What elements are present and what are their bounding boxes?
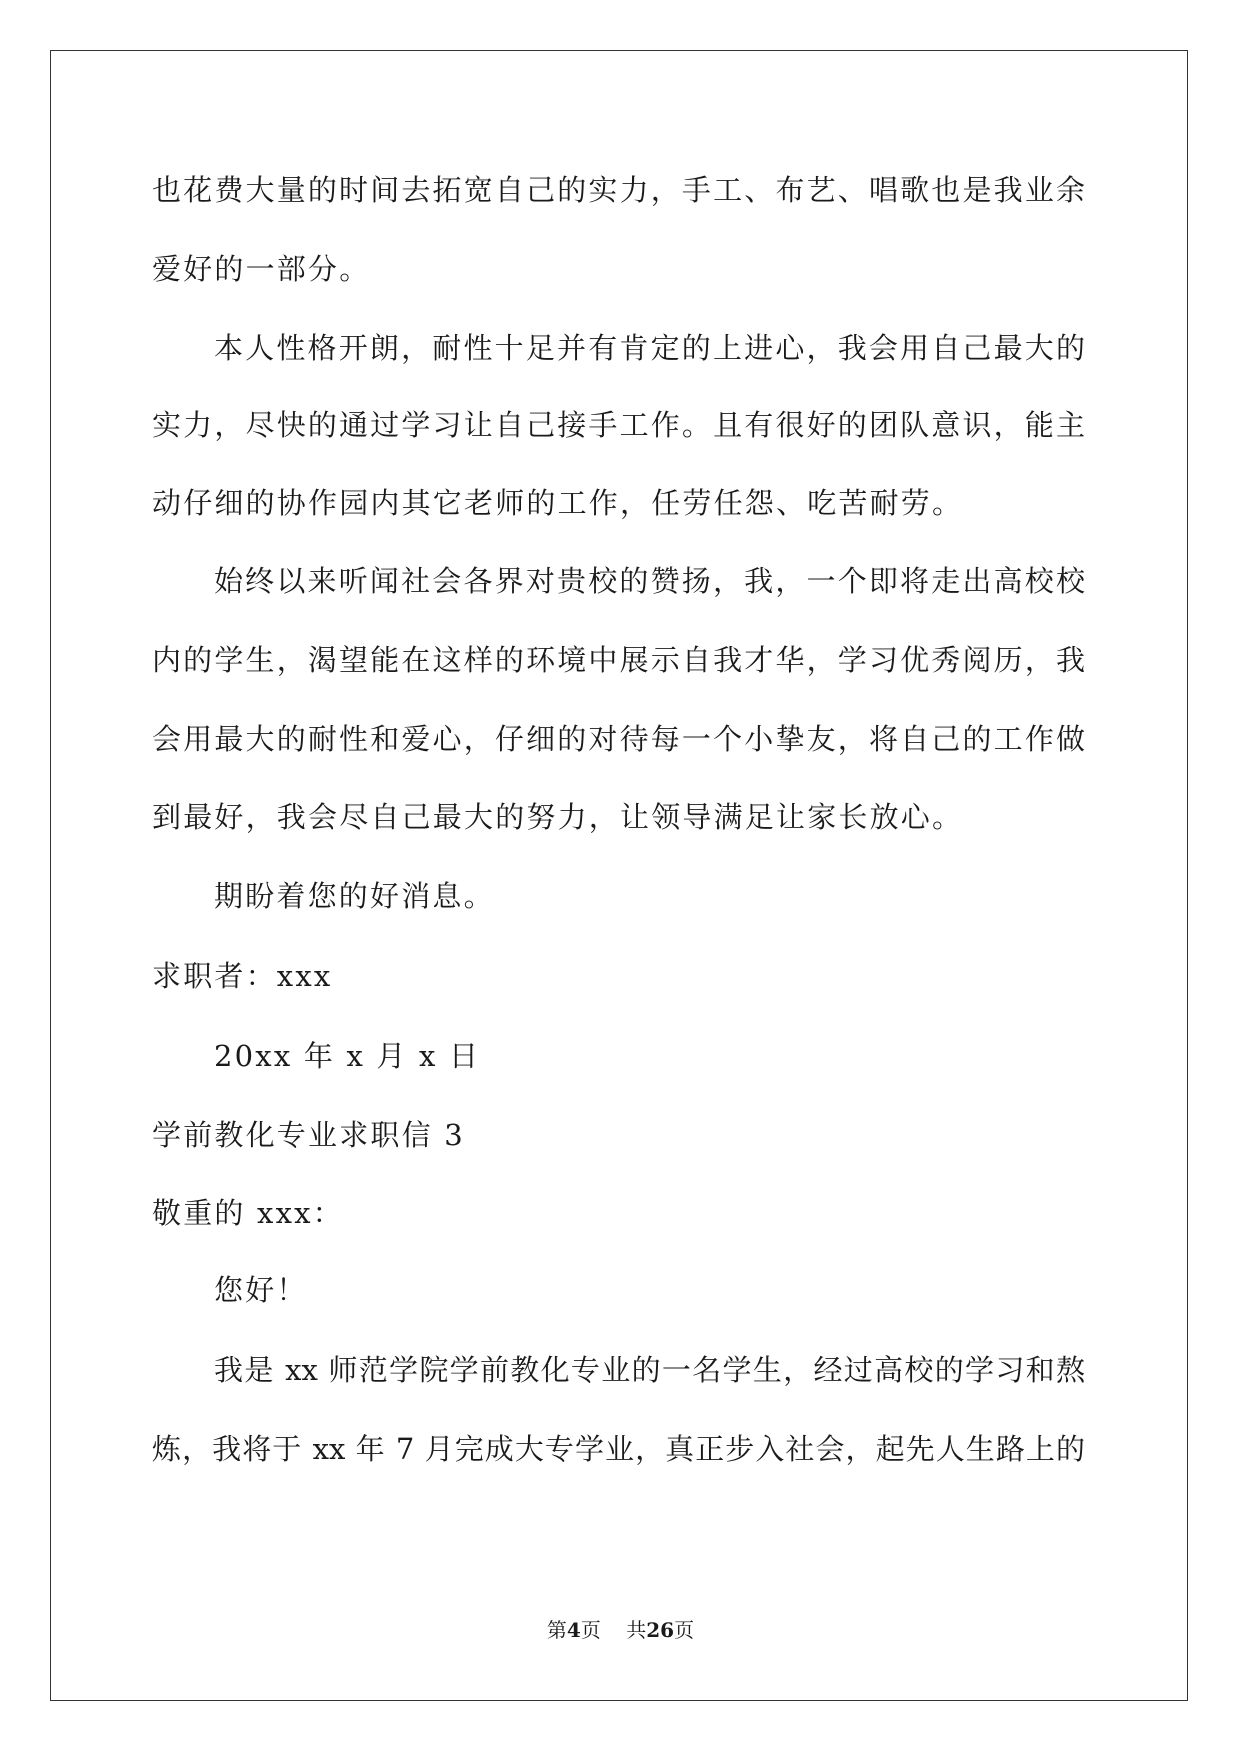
footer-prefix: 第 — [546, 1618, 567, 1642]
section-heading: 学前教化专业求职信 3 — [152, 1118, 465, 1152]
signature-line: 求职者：xxx — [152, 959, 333, 993]
page-footer — [0, 1618, 1241, 1642]
footer-suffix: 页 — [674, 1618, 695, 1642]
paragraph-2-line-1: 本人性格开朗，耐性十足并有肯定的上进心，我会用自己最大的 — [214, 331, 1085, 365]
greeting-line: 您好！ — [214, 1273, 308, 1307]
footer-mid: 页 共 — [580, 1618, 647, 1642]
paragraph-4-line-1: 我是 xx 师范学院学前教化专业的一名学生，经过高校的学习和熬 — [214, 1353, 1085, 1387]
paragraph-3-line-1: 始终以来听闻社会各界对贵校的赞扬，我，一个即将走出高校校 — [214, 564, 1085, 598]
footer-page-number: 4 — [566, 1618, 581, 1642]
closing-line: 期盼着您的好消息。 — [214, 879, 495, 913]
paragraph-3-line-2: 内的学生，渴望能在这样的环境中展示自我才华，学习优秀阅历，我 — [152, 643, 1085, 677]
paragraph-2-line-2: 实力，尽快的通过学习让自己接手工作。且有很好的团队意识，能主 — [152, 408, 1085, 442]
text-line-2: 爱好的一部分。 — [152, 252, 371, 286]
footer-total-pages: 26 — [646, 1618, 675, 1642]
salutation-line: 敬重的 xxx： — [152, 1196, 344, 1230]
paragraph-2-line-3: 动仔细的协作园内其它老师的工作，任劳任怨、吃苦耐劳。 — [152, 486, 964, 520]
date-line: 20xx 年 x 月 x 日 — [214, 1039, 481, 1073]
paragraph-3-line-4: 到最好，我会尽自己最大的努力，让领导满足让家长放心。 — [152, 800, 964, 834]
paragraph-4-line-2: 炼，我将于 xx 年 7 月完成大专学业，真正步入社会，起先人生路上的 — [152, 1432, 1085, 1466]
paragraph-3-line-3: 会用最大的耐性和爱心，仔细的对待每一个小挚友，将自己的工作做 — [152, 722, 1085, 756]
text-line-1: 也花费大量的时间去拓宽自己的实力，手工、布艺、唱歌也是我业余 — [152, 173, 1085, 207]
